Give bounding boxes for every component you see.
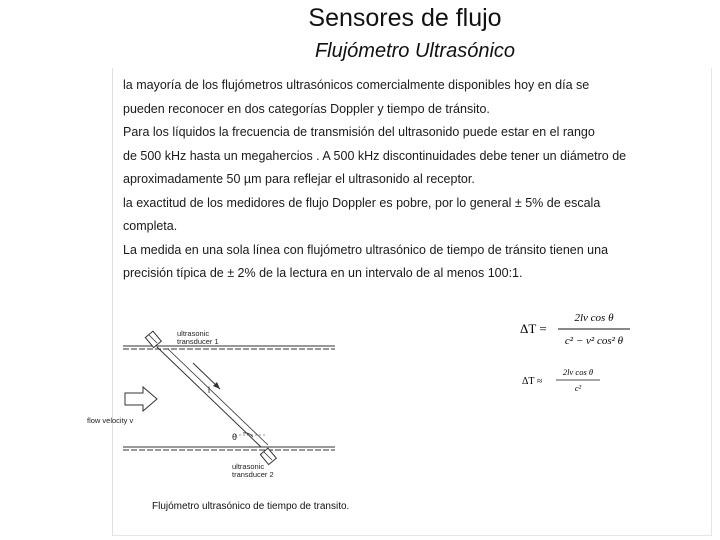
path-length-label: l (208, 385, 210, 395)
angle-label: θ (232, 432, 238, 442)
paragraph-line: Para los líquidos la frecuencia de transmisión del ultrasonido puede estar en el rango (123, 125, 595, 139)
formula-1-lhs: ΔT = (520, 321, 547, 336)
slide-title: Sensores de flujo (308, 4, 502, 32)
transducer-2-label-line2: transducer 2 (232, 470, 274, 479)
flow-arrow-icon (125, 387, 157, 411)
formula-2-numerator: 2lv cos θ (562, 367, 594, 377)
paragraph-line: La medida en una sola línea con flujómetro ultrasónico de tiempo de tránsito tienen una (123, 242, 609, 257)
paragraph-line: aproximadamente 50 µm para reflejar el ultrasonido al receptor. (123, 172, 475, 186)
formula-2-lhs: ΔT ≈ (522, 376, 543, 387)
flowmeter-diagram (85, 325, 355, 495)
transducer-1-label-line1: ultrasonic (177, 329, 210, 338)
formula-2-denominator: c² (574, 383, 582, 393)
paragraph-line: pueden reconocer en dos categorías Doppler y tiempo de tránsito. (123, 101, 490, 116)
flow-velocity-label: flow velocity v (87, 416, 134, 425)
paragraph-line: la mayoría de los flujómetros ultrasónicos comercialmente disponibles hoy en día se (123, 78, 590, 92)
paragraph-line: la exactitud de los medidores de flujo Doppler es pobre, por lo general ± 5% de escala (123, 195, 601, 210)
formula-delta-t-exact (518, 306, 648, 352)
pipe-bottom-wall (123, 447, 335, 450)
transducer-1-label-line2: transducer 1 (177, 337, 219, 346)
formula-delta-t-approx (520, 364, 620, 400)
transducer-1-icon (145, 331, 161, 347)
body-paragraph (123, 74, 708, 286)
paragraph-line: completa. (123, 219, 178, 233)
paragraph-line: de 500 kHz hasta un megahercios . A 500 kHz discontinuidades debe tener un diámetro de (123, 148, 627, 163)
figure-caption: Flujómetro ultrasónico de tiempo de transito. (152, 501, 350, 512)
slide-subtitle: Flujómetro Ultrasónico (314, 40, 516, 62)
transducer-2-label-line1: ultrasonic (232, 462, 265, 471)
acoustic-path (157, 347, 268, 447)
formula-1-numerator: 2lv cos θ (574, 312, 614, 324)
formula-1-denominator: c² − v² cos² θ (564, 335, 624, 347)
paragraph-line: precisión típica de ± 2% de la lectura en un intervalo de al menos 100:1. (123, 266, 523, 280)
